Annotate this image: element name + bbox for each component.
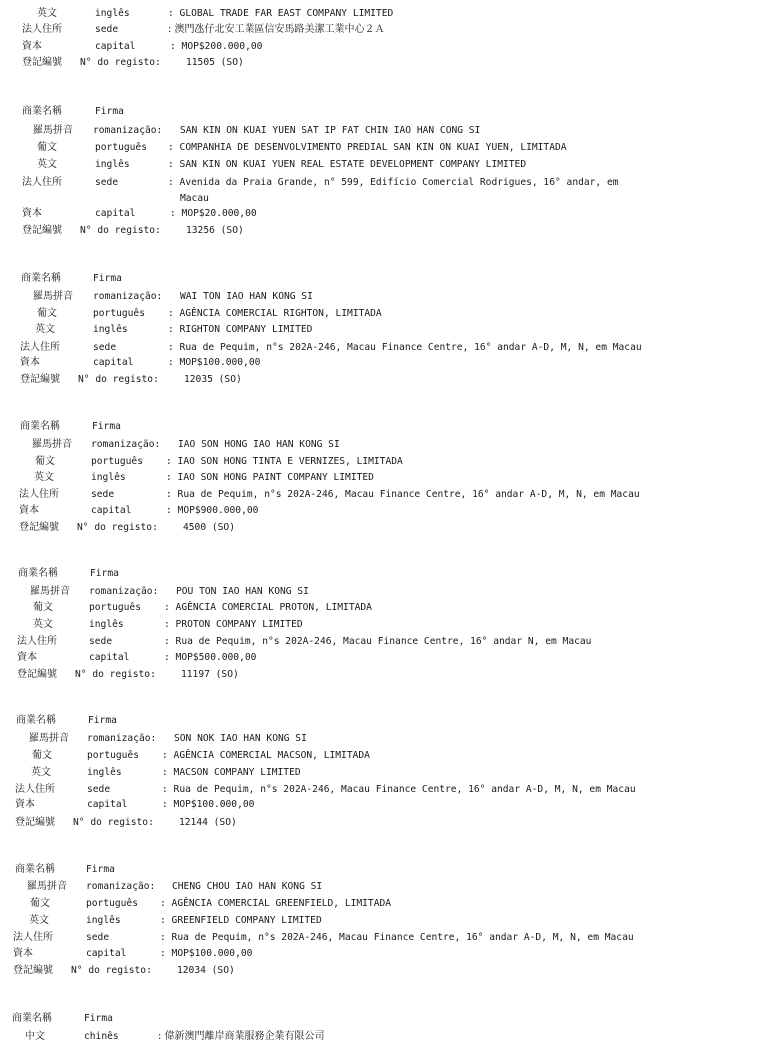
line-label-zh: 資本 bbox=[22, 41, 42, 52]
record-line-romanization bbox=[0, 123, 762, 139]
line-label-pt: inglês bbox=[86, 915, 121, 926]
line-label-pt: português bbox=[87, 750, 139, 761]
line-label-zh: 登記編號 bbox=[17, 669, 57, 680]
line-label-zh: 商業名稱 bbox=[15, 864, 55, 875]
line-label-pt: capital bbox=[87, 799, 128, 810]
line-value: : Rua de Pequim, n°s 202A-246, Macau Finance Centre, 16° andar A-D, M, N, em Macau bbox=[166, 489, 640, 500]
line-label-zh: 葡文 bbox=[37, 142, 57, 153]
line-label-zh: 登記編號 bbox=[22, 57, 62, 68]
record-line-firm bbox=[0, 271, 762, 287]
record-line-seat bbox=[0, 782, 762, 798]
line-label-zh: 法人住所 bbox=[22, 24, 62, 35]
record-line-english bbox=[0, 6, 762, 22]
line-label-pt: romanização: bbox=[93, 291, 163, 302]
record-line-registry-number bbox=[0, 520, 762, 536]
line-label-pt: Firma bbox=[84, 1013, 113, 1024]
record-line-capital bbox=[0, 206, 762, 222]
line-label-pt: romanização: bbox=[89, 586, 159, 597]
line-label-zh: 英文 bbox=[29, 915, 49, 926]
line-label-pt: romanização: bbox=[86, 881, 156, 892]
line-value: IAO SON HONG IAO HAN KONG SI bbox=[178, 439, 340, 450]
line-label-zh: 法人住所 bbox=[20, 342, 60, 353]
line-value: Macau bbox=[180, 193, 209, 204]
line-label-pt: sede bbox=[95, 177, 119, 188]
line-label-pt: N° do registo: bbox=[75, 669, 156, 680]
line-value: WAI TON IAO HAN KONG SI bbox=[180, 291, 313, 302]
line-value: : MOP$100.000,00 bbox=[162, 799, 255, 810]
line-label-zh: 商業名稱 bbox=[16, 715, 56, 726]
record-line-capital bbox=[0, 355, 762, 371]
record-line-seat bbox=[0, 22, 762, 38]
record-line-firm bbox=[0, 1011, 762, 1027]
line-label-zh: 葡文 bbox=[35, 456, 55, 467]
line-label-pt: romanização: bbox=[93, 125, 163, 136]
line-value: : IAO SON HONG PAINT COMPANY LIMITED bbox=[166, 472, 374, 483]
record-line-registry-number bbox=[0, 55, 762, 71]
line-label-zh: 羅馬拼音 bbox=[29, 733, 69, 744]
line-label-zh: 法人住所 bbox=[15, 784, 55, 795]
record-line-portuguese bbox=[0, 600, 762, 616]
record-line-romanization bbox=[0, 731, 762, 747]
record-line-seat bbox=[0, 487, 762, 503]
line-value: 12144 (SO) bbox=[179, 817, 237, 828]
line-value: : AGÊNCIA COMERCIAL GREENFIELD, LIMITADA bbox=[160, 898, 392, 909]
line-label-zh: 資本 bbox=[20, 357, 40, 368]
line-label-pt: sede bbox=[89, 636, 113, 647]
line-label-pt: capital bbox=[93, 357, 134, 368]
line-label-pt: português bbox=[89, 602, 141, 613]
line-label-zh: 商業名稱 bbox=[21, 273, 61, 284]
line-value: : MOP$500.000,00 bbox=[164, 652, 257, 663]
line-label-pt: romanização: bbox=[87, 733, 157, 744]
line-label-pt: português bbox=[91, 456, 143, 467]
line-label-pt: Firma bbox=[92, 421, 121, 432]
line-label-zh: 羅馬拼音 bbox=[30, 586, 70, 597]
line-value: : AGÊNCIA COMERCIAL PROTON, LIMITADA bbox=[164, 602, 372, 613]
line-label-pt: sede bbox=[86, 932, 110, 943]
line-label-pt: inglês bbox=[95, 8, 130, 19]
line-label-pt: chinês bbox=[84, 1031, 119, 1042]
line-label-zh: 葡文 bbox=[37, 308, 57, 319]
record-line-portuguese bbox=[0, 454, 762, 470]
line-value: : AGÊNCIA COMERCIAL MACSON, LIMITADA bbox=[162, 750, 370, 761]
line-label-pt: inglês bbox=[87, 767, 122, 778]
line-label-pt: sede bbox=[93, 342, 117, 353]
line-label-pt: capital bbox=[86, 948, 127, 959]
line-label-zh: 法人住所 bbox=[13, 932, 53, 943]
line-value: : MOP$900.000,00 bbox=[166, 505, 259, 516]
line-label-zh: 羅馬拼音 bbox=[32, 439, 72, 450]
record-line-english bbox=[0, 617, 762, 633]
line-label-pt: português bbox=[93, 308, 145, 319]
record-line-seat bbox=[0, 634, 762, 650]
line-label-zh: 登記編號 bbox=[20, 374, 60, 385]
line-label-pt: capital bbox=[89, 652, 130, 663]
line-label-zh: 羅馬拼音 bbox=[33, 125, 73, 136]
record-line-seat-continued bbox=[0, 191, 762, 207]
line-label-pt: português bbox=[95, 142, 147, 153]
record-line-english bbox=[0, 157, 762, 173]
line-label-pt: Firma bbox=[88, 715, 117, 726]
line-value: : GLOBAL TRADE FAR EAST COMPANY LIMITED bbox=[168, 8, 394, 19]
record-line-registry-number bbox=[0, 223, 762, 239]
line-label-pt: inglês bbox=[89, 619, 124, 630]
line-label-zh: 資本 bbox=[19, 505, 39, 516]
record-line-capital bbox=[0, 946, 762, 962]
line-label-zh: 英文 bbox=[37, 159, 57, 170]
line-label-zh: 羅馬拼音 bbox=[27, 881, 67, 892]
line-label-pt: Firma bbox=[90, 568, 119, 579]
line-value: : Rua de Pequim, n°s 202A-246, Macau Finance Centre, 16° andar A-D, M, N, em Macau bbox=[162, 784, 636, 795]
record-line-romanization bbox=[0, 437, 762, 453]
line-value: : PROTON COMPANY LIMITED bbox=[164, 619, 303, 630]
line-label-pt: inglês bbox=[91, 472, 126, 483]
line-label-zh: 法人住所 bbox=[22, 177, 62, 188]
line-label-pt: N° do registo: bbox=[77, 522, 158, 533]
record-line-firm bbox=[0, 713, 762, 729]
line-label-zh: 資本 bbox=[17, 652, 37, 663]
line-value: : 澳門氹仔北安工業區信安馬路美潔工業中心２Ａ bbox=[168, 24, 385, 35]
line-value: : Avenida da Praia Grande, n° 599, Edifício Comercial Rodrigues, 16° andar, em bbox=[168, 177, 619, 188]
line-value: : MOP$20.000,00 bbox=[170, 208, 257, 219]
line-label-zh: 商業名稱 bbox=[12, 1013, 52, 1024]
line-label-pt: N° do registo: bbox=[71, 965, 152, 976]
line-label-zh: 資本 bbox=[13, 948, 33, 959]
line-label-pt: português bbox=[86, 898, 138, 909]
line-label-pt: N° do registo: bbox=[80, 57, 161, 68]
line-value: POU TON IAO HAN KONG SI bbox=[176, 586, 309, 597]
record-line-capital bbox=[0, 39, 762, 55]
line-label-pt: romanização: bbox=[91, 439, 161, 450]
record-line-romanization bbox=[0, 879, 762, 895]
line-value: : IAO SON HONG TINTA E VERNIZES, LIMITADA bbox=[166, 456, 403, 467]
record-line-seat bbox=[0, 175, 762, 191]
line-value: : GREENFIELD COMPANY LIMITED bbox=[160, 915, 322, 926]
line-label-pt: Firma bbox=[86, 864, 115, 875]
line-value: : SAN KIN ON KUAI YUEN REAL ESTATE DEVELOPMENT COMPANY LIMITED bbox=[168, 159, 527, 170]
record-line-english bbox=[0, 470, 762, 486]
line-label-pt: N° do registo: bbox=[73, 817, 154, 828]
line-label-pt: capital bbox=[91, 505, 132, 516]
line-label-zh: 登記編號 bbox=[19, 522, 59, 533]
record-line-seat bbox=[0, 930, 762, 946]
line-label-pt: capital bbox=[95, 208, 136, 219]
record-line-portuguese bbox=[0, 140, 762, 156]
line-value: SAN KIN ON KUAI YUEN SAT IP FAT CHIN IAO HAN CONG SI bbox=[180, 125, 481, 136]
record-line-english bbox=[0, 913, 762, 929]
line-label-pt: inglês bbox=[93, 324, 128, 335]
line-value: : 偉新澳門離岸商業服務企業有限公司 bbox=[158, 1031, 325, 1042]
record-line-english bbox=[0, 322, 762, 338]
line-label-zh: 資本 bbox=[15, 799, 35, 810]
line-label-zh: 登記編號 bbox=[22, 225, 62, 236]
record-line-registry-number bbox=[0, 372, 762, 388]
line-label-pt: inglês bbox=[95, 159, 130, 170]
record-line-capital bbox=[0, 650, 762, 666]
line-value: 11505 (SO) bbox=[186, 57, 244, 68]
line-label-zh: 商業名稱 bbox=[20, 421, 60, 432]
line-label-pt: Firma bbox=[93, 273, 122, 284]
line-value: : MOP$200.000,00 bbox=[170, 41, 263, 52]
record-line-portuguese bbox=[0, 306, 762, 322]
line-label-zh: 登記編號 bbox=[15, 817, 55, 828]
line-value: : Rua de Pequim, n°s 202A-246, Macau Finance Centre, 16° andar N, em Macau bbox=[164, 636, 592, 647]
record-line-firm bbox=[0, 862, 762, 878]
record-line-seat bbox=[0, 340, 762, 356]
line-label-pt: capital bbox=[95, 41, 136, 52]
record-line-firm bbox=[0, 566, 762, 582]
record-line-registry-number bbox=[0, 667, 762, 683]
record-line-english bbox=[0, 765, 762, 781]
line-label-zh: 法人住所 bbox=[17, 636, 57, 647]
line-label-pt: Firma bbox=[95, 106, 124, 117]
record-line-registry-number bbox=[0, 815, 762, 831]
line-value: SON NOK IAO HAN KONG SI bbox=[174, 733, 307, 744]
line-value: 12034 (SO) bbox=[177, 965, 235, 976]
line-value: : COMPANHIA DE DESENVOLVIMENTO PREDIAL SAN KIN ON KUAI YUEN, LIMITADA bbox=[168, 142, 567, 153]
line-label-zh: 英文 bbox=[34, 472, 54, 483]
line-label-pt: N° do registo: bbox=[80, 225, 161, 236]
line-value: : AGÊNCIA COMERCIAL RIGHTON, LIMITADA bbox=[168, 308, 382, 319]
record-line-firm bbox=[0, 419, 762, 435]
line-value: 13256 (SO) bbox=[186, 225, 244, 236]
line-value: 4500 (SO) bbox=[183, 522, 235, 533]
line-label-zh: 葡文 bbox=[32, 750, 52, 761]
line-value: 11197 (SO) bbox=[181, 669, 239, 680]
line-value: : MACSON COMPANY LIMITED bbox=[162, 767, 301, 778]
line-label-pt: sede bbox=[95, 24, 119, 35]
record-line-portuguese bbox=[0, 748, 762, 764]
record-line-portuguese bbox=[0, 896, 762, 912]
line-label-zh: 商業名稱 bbox=[22, 106, 62, 117]
record-line-chinese bbox=[0, 1029, 762, 1045]
line-label-zh: 英文 bbox=[33, 619, 53, 630]
line-value: 12035 (SO) bbox=[184, 374, 242, 385]
record-line-romanization bbox=[0, 289, 762, 305]
line-label-zh: 英文 bbox=[31, 767, 51, 778]
line-label-pt: N° do registo: bbox=[78, 374, 159, 385]
line-value: : MOP$100.000,00 bbox=[160, 948, 253, 959]
line-label-zh: 葡文 bbox=[30, 898, 50, 909]
line-label-zh: 資本 bbox=[22, 208, 42, 219]
line-label-zh: 英文 bbox=[37, 8, 57, 19]
line-label-pt: sede bbox=[87, 784, 111, 795]
line-value: : MOP$100.000,00 bbox=[168, 357, 261, 368]
record-line-romanization bbox=[0, 584, 762, 600]
record-line-capital bbox=[0, 503, 762, 519]
line-label-zh: 葡文 bbox=[33, 602, 53, 613]
line-label-zh: 法人住所 bbox=[19, 489, 59, 500]
line-value: : Rua de Pequim, n°s 202A-246, Macau Finance Centre, 16° andar A-D, M, N, em Macau bbox=[168, 342, 642, 353]
line-value: : Rua de Pequim, n°s 202A-246, Macau Finance Centre, 16° andar A-D, M, N, em Macau bbox=[160, 932, 634, 943]
record-line-capital bbox=[0, 797, 762, 813]
line-label-zh: 英文 bbox=[35, 324, 55, 335]
line-label-zh: 中文 bbox=[25, 1031, 45, 1042]
line-value: CHENG CHOU IAO HAN KONG SI bbox=[172, 881, 323, 892]
line-label-zh: 登記編號 bbox=[13, 965, 53, 976]
line-label-zh: 羅馬拼音 bbox=[33, 291, 73, 302]
record-line-firm bbox=[0, 104, 762, 120]
record-line-registry-number bbox=[0, 963, 762, 979]
line-label-pt: sede bbox=[91, 489, 115, 500]
line-label-zh: 商業名稱 bbox=[18, 568, 58, 579]
line-value: : RIGHTON COMPANY LIMITED bbox=[168, 324, 313, 335]
